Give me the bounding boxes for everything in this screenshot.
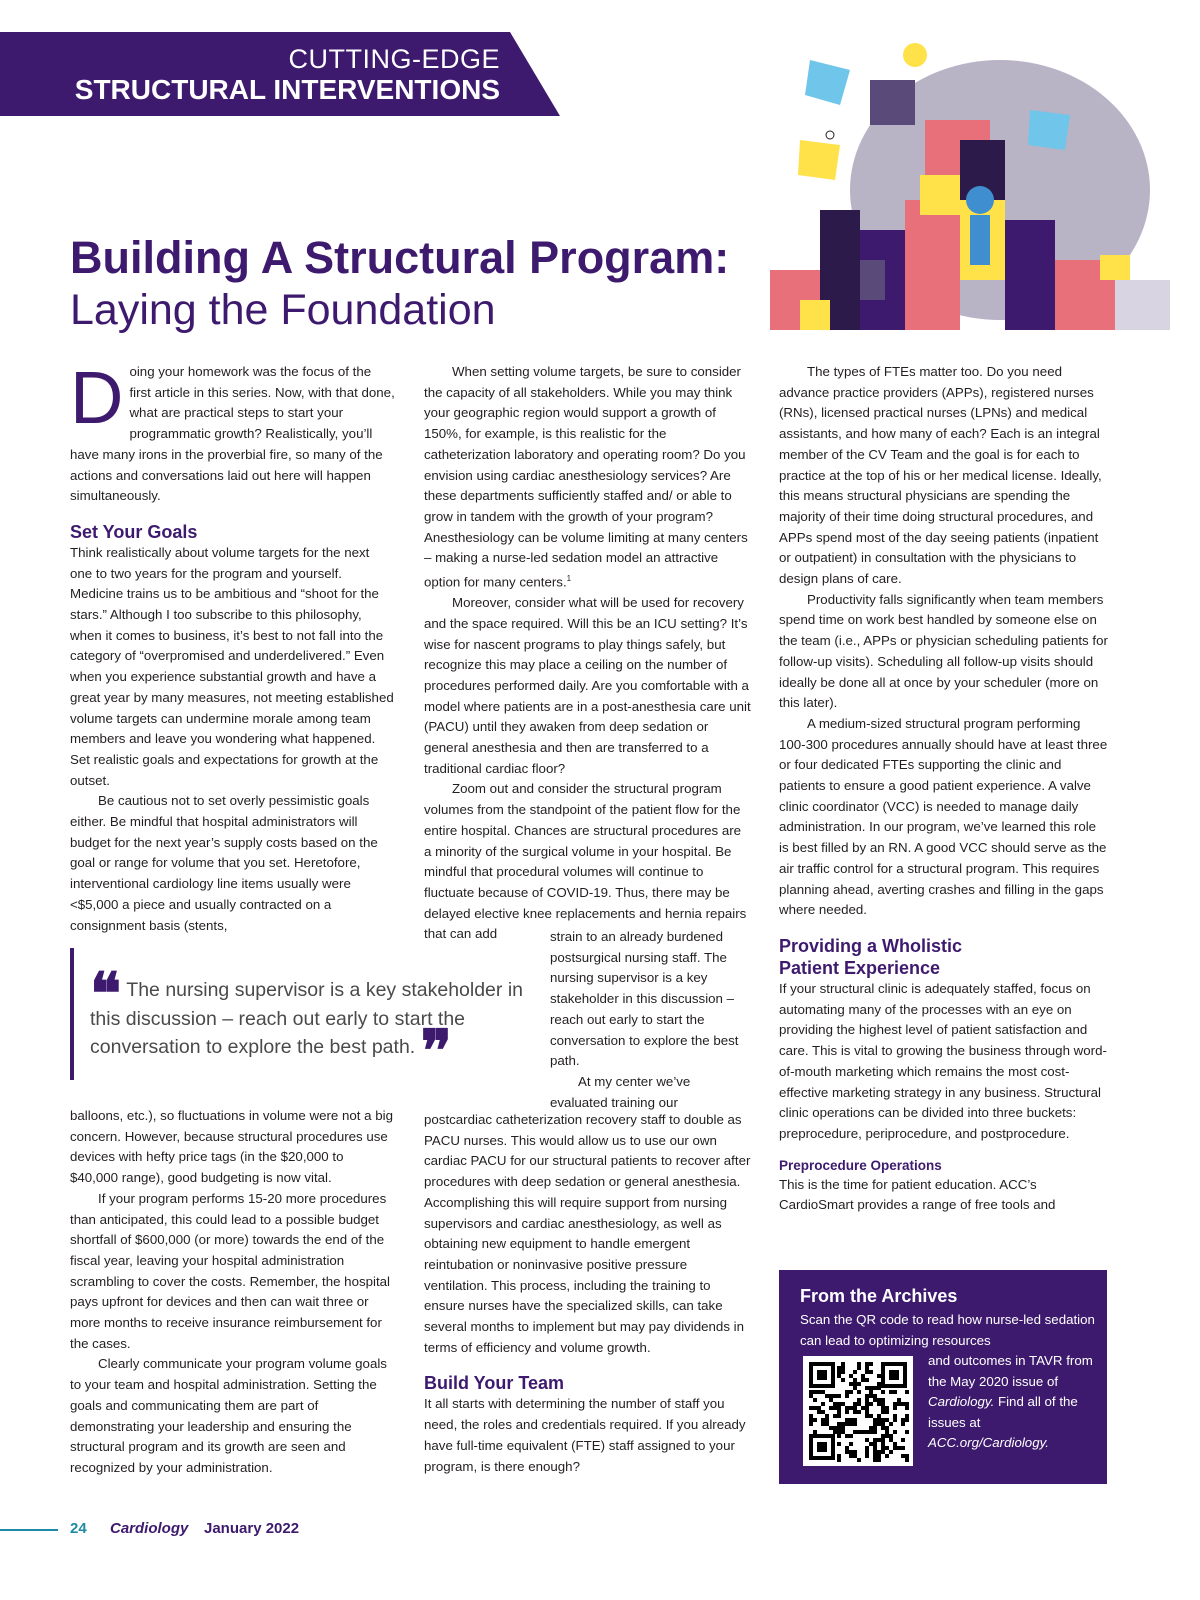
qr-module bbox=[825, 1394, 829, 1398]
qr-module bbox=[853, 1454, 857, 1458]
qr-module bbox=[877, 1418, 881, 1422]
qr-module bbox=[905, 1406, 909, 1410]
intro-paragraph: oing your homework was the focus of the first article in this series. Now, with that done, what are practical steps to start your programmatic growth? Realistically, you’ll have many irons in the proverbial fire, so many of the actions and conversations laid out here will happen simultaneously. bbox=[70, 364, 395, 504]
qr-module bbox=[873, 1446, 877, 1450]
qr-module bbox=[881, 1442, 885, 1446]
paragraph: This is the time for patient education. ACC’s CardioSmart provides a range of free tools and bbox=[779, 1176, 1056, 1213]
qr-module bbox=[877, 1374, 881, 1378]
block-pink-tall bbox=[905, 200, 960, 330]
qr-module bbox=[857, 1410, 861, 1414]
qr-module bbox=[853, 1370, 857, 1374]
qr-module bbox=[881, 1422, 885, 1426]
qr-module bbox=[873, 1458, 877, 1462]
block-yellow bbox=[920, 175, 960, 215]
qr-module bbox=[857, 1362, 861, 1366]
qr-module bbox=[813, 1430, 817, 1434]
qr-module bbox=[825, 1422, 829, 1426]
qr-module bbox=[837, 1422, 841, 1426]
archives-text-part: Find all of the issues at bbox=[928, 1394, 1078, 1430]
qr-module bbox=[889, 1390, 893, 1394]
qr-module bbox=[873, 1426, 877, 1430]
paragraph: The types of FTEs matter too. Do you need advance practice providers (APPs), registered nurses (RNs), licensed practical nurses (LPNs) and medical assistants, and how many of each? Each is an integral member of the CV Team and the goal is for each to practice at the top of his or her medical license. Ideally, this means structural physicians are spending the majority of their time doing structural procedures, and APPs spend most of the day seeing patients (inpatient or outpatient) in consultation with the physicians to design plans of care. bbox=[779, 364, 1102, 587]
qr-module bbox=[853, 1422, 857, 1426]
qr-module bbox=[809, 1418, 813, 1422]
qr-module bbox=[837, 1410, 841, 1414]
qr-module bbox=[893, 1406, 897, 1410]
qr-module bbox=[873, 1438, 877, 1442]
section-kicker-bold: STRUCTURAL INTERVENTIONS bbox=[74, 74, 500, 105]
qr-module bbox=[885, 1430, 889, 1434]
qr-module bbox=[869, 1362, 873, 1366]
qr-module bbox=[845, 1394, 849, 1398]
plant-pot2 bbox=[1100, 255, 1130, 280]
qr-module bbox=[893, 1430, 897, 1434]
qr-module bbox=[829, 1426, 833, 1430]
pullquote-rule bbox=[70, 948, 74, 1080]
qr-module bbox=[841, 1378, 845, 1382]
qr-module bbox=[905, 1458, 909, 1462]
qr-module bbox=[837, 1366, 841, 1370]
qr-module bbox=[901, 1454, 905, 1458]
qr-module bbox=[853, 1378, 857, 1382]
qr-module bbox=[849, 1442, 853, 1446]
qr-module bbox=[881, 1398, 885, 1402]
qr-module bbox=[853, 1402, 857, 1406]
bubble bbox=[826, 131, 834, 139]
person-head bbox=[966, 186, 994, 214]
qr-module bbox=[881, 1446, 885, 1450]
qr-code-graphic bbox=[803, 1356, 913, 1466]
qr-module bbox=[841, 1402, 845, 1406]
qr-module bbox=[893, 1390, 897, 1394]
qr-module bbox=[873, 1442, 877, 1446]
qr-module bbox=[825, 1418, 829, 1422]
pullquote bbox=[90, 962, 530, 1084]
qr-module bbox=[841, 1426, 845, 1430]
qr-module bbox=[845, 1390, 849, 1394]
qr-module bbox=[833, 1430, 837, 1434]
qr-module bbox=[873, 1430, 877, 1434]
qr-module bbox=[877, 1438, 881, 1442]
drop-cap: D bbox=[70, 356, 124, 439]
close-quote-icon: ❞ bbox=[420, 1019, 452, 1084]
qr-module bbox=[849, 1434, 853, 1438]
qr-module bbox=[865, 1398, 869, 1402]
qr-module bbox=[877, 1422, 881, 1426]
qr-module bbox=[869, 1430, 873, 1434]
person-kneeling bbox=[860, 260, 885, 300]
qr-module bbox=[825, 1414, 829, 1418]
qr-module bbox=[881, 1438, 885, 1442]
qr-module bbox=[845, 1410, 849, 1414]
paragraph: Moreover, consider what will be used for recovery and the space required. Will this be an ICU setting? It’s wise for nascent programs to play things safely, but recognize this may place a ceiling on the number of procedures performed daily. Are you comfortable with a model where patients are in a post-anesthesia care unit (PACU) until they awaken from deep sedation or general anesthesia and then are transferred to a traditional cardiac floor? bbox=[424, 595, 751, 776]
qr-module bbox=[877, 1382, 881, 1386]
qr-module bbox=[857, 1366, 861, 1370]
qr-module bbox=[865, 1370, 869, 1374]
qr-module bbox=[813, 1398, 817, 1402]
qr-module bbox=[821, 1390, 825, 1394]
qr-module bbox=[893, 1402, 897, 1406]
paper-yellow bbox=[798, 140, 840, 180]
qr-module bbox=[817, 1406, 821, 1410]
qr-module bbox=[881, 1406, 885, 1410]
paragraph: At my center we’ve evaluated training our bbox=[550, 1073, 691, 1110]
qr-module bbox=[885, 1418, 889, 1422]
paragraph: A medium-sized structural program performing 100-300 procedures annually should have at least three or four dedicated FTEs supporting the clinic and patients to ensure a good patient experience. A valve clinic coordinator (VCC) is needed to manage daily administration. In our program, we’ve learned this role is best filled by an RN. A good VCC should serve as the air traffic control for a structural program. This requires planning ahead, averting crashes and filling in the gaps where needed. bbox=[779, 715, 1108, 918]
qr-module bbox=[901, 1402, 905, 1406]
heading-preprocedure: Preprocedure Operations bbox=[779, 1157, 942, 1173]
qr-module bbox=[845, 1446, 849, 1450]
person-body bbox=[970, 215, 990, 265]
qr-module bbox=[869, 1390, 873, 1394]
qr-module bbox=[869, 1402, 873, 1406]
qr-module bbox=[853, 1450, 857, 1454]
qr-module bbox=[865, 1430, 869, 1434]
qr-module bbox=[865, 1406, 869, 1410]
qr-module bbox=[837, 1430, 841, 1434]
qr-module bbox=[865, 1394, 869, 1398]
qr-module bbox=[861, 1374, 865, 1378]
qr-module bbox=[869, 1426, 873, 1430]
qr-module bbox=[857, 1382, 861, 1386]
paragraph: strain to an already burdened postsurgical nursing staff. The nursing supervisor is a key stakeholder in this discussion – reach out early to start the conversation to explore the best path. bbox=[550, 929, 739, 1069]
qr-module bbox=[829, 1394, 833, 1398]
paragraph: postcardiac catheterization recovery staff to double as PACU nurses. This would allow us to use our own cardiac PACU for our structural patients to recover after procedures with deep sedation or general anesthesia. Accomplishing this will require support from nursing supervisors and cardiac anesthesiology, as well as obtaining new equipment to handle emergent reintubation or noninvasive positive pressure ventilation. This process, including the training to ensure nurses have the specialized skills, can take several months to implement but may pay dividends in terms of efficiency and volume growth. bbox=[424, 1112, 751, 1355]
paragraph: Think realistically about volume targets for the next one to two years for the program and yourself. Medicine trains us to be ambitious and “shoot for the stars.” Although I too subscribe to this philosophy, when it comes to business, it’s best to not fall into the category of “overpromised and underdelivered.” Even when you experience substantial growth and have a great year by many measures, not meeting established volume targets can undermine morale among team members and leave you wondering what happened. Set realistic goals and expectations for growth at the outset. bbox=[70, 544, 394, 788]
open-quote-icon: ❝ bbox=[90, 962, 122, 1027]
qr-module bbox=[841, 1422, 845, 1426]
qr-module bbox=[837, 1454, 841, 1458]
qr-module bbox=[877, 1402, 881, 1406]
qr-module bbox=[873, 1394, 877, 1398]
qr-module bbox=[889, 1434, 893, 1438]
qr-module bbox=[889, 1438, 893, 1442]
qr-module bbox=[905, 1418, 909, 1422]
column-2-top bbox=[424, 362, 752, 945]
heading-patient-experience-1: Providing a Wholistic bbox=[779, 935, 963, 956]
qr-module bbox=[873, 1418, 877, 1422]
paragraph: Clearly communicate your program volume goals to your team and hospital administration. Setting the goals and communicating them are part of demonstrating your leadership and ensuring the structural program and its growth are seen and recognized by your administration. bbox=[70, 1356, 387, 1475]
qr-module bbox=[869, 1414, 873, 1418]
column-2-narrow bbox=[550, 927, 750, 1113]
qr-module bbox=[857, 1398, 861, 1402]
qr-module bbox=[873, 1422, 877, 1426]
paragraph: If your program performs 15-20 more procedures than anticipated, this could lead to a possible budget shortfall of $600,000 (or more) towards the end of the fiscal year, leaving your hospital administration scrambling to cover the costs. Remember, the hospital pays upfront for devices and then can wait three or more months to receive insurance reimbursement for the cases. bbox=[70, 1190, 391, 1351]
qr-module bbox=[841, 1370, 845, 1374]
qr-module bbox=[881, 1402, 885, 1406]
paragraph-text: When setting volume targets, be sure to consider the capacity of all stakeholders. While you may think your geographic region would support a growth of 150%, for example, is this realistic for the catheterization laboratory and operating room? Do you envision using cardiac anesthesiology services? Are these departments sufficiently staffed and/ or able to grow in tandem with the growth of your program? Anesthesiology can be volume limiting at many centers – making a nurse-led sedation model an attractive option for many centers. bbox=[424, 364, 748, 590]
qr-module bbox=[865, 1450, 869, 1454]
qr-module bbox=[881, 1434, 885, 1438]
qr-module bbox=[813, 1390, 817, 1394]
qr-module bbox=[845, 1406, 849, 1410]
qr-module bbox=[869, 1370, 873, 1374]
qr-module bbox=[881, 1418, 885, 1422]
qr-module bbox=[889, 1450, 893, 1454]
qr-module bbox=[877, 1454, 881, 1458]
qr-module bbox=[809, 1422, 813, 1426]
qr-module bbox=[813, 1406, 817, 1410]
qr-module bbox=[809, 1394, 813, 1398]
column-3 bbox=[779, 362, 1109, 1216]
qr-module bbox=[897, 1398, 901, 1402]
lightbulb-icon bbox=[903, 43, 927, 67]
qr-module bbox=[893, 1418, 897, 1422]
qr-module bbox=[837, 1370, 841, 1374]
qr-module bbox=[853, 1410, 857, 1414]
qr-module bbox=[865, 1366, 869, 1370]
qr-module bbox=[809, 1390, 813, 1394]
qr-module bbox=[861, 1430, 865, 1434]
qr-module bbox=[845, 1434, 849, 1438]
qr-module bbox=[821, 1410, 825, 1414]
qr-module bbox=[833, 1426, 837, 1430]
qr-module bbox=[877, 1386, 881, 1390]
paragraph: Productivity falls significantly when team members spend time on work best handled by someone else on the team (i.e., APPs or physician scheduling patients for follow-up visits). Scheduling all follow-up visits should ideally be done all at once by your scheduler (more on this later). bbox=[779, 591, 1108, 711]
qr-module bbox=[809, 1414, 813, 1418]
qr-module bbox=[877, 1450, 881, 1454]
qr-module bbox=[849, 1418, 853, 1422]
qr-module bbox=[905, 1402, 909, 1406]
qr-module bbox=[857, 1430, 861, 1434]
qr-module bbox=[901, 1418, 905, 1422]
archives-magazine: Cardiology. bbox=[928, 1394, 995, 1409]
qr-module bbox=[817, 1390, 821, 1394]
qr-module bbox=[833, 1394, 837, 1398]
qr-module bbox=[893, 1442, 897, 1446]
heading-build-your-team: Build Your Team bbox=[424, 1373, 565, 1394]
paper-blue bbox=[805, 60, 850, 105]
qr-module bbox=[865, 1438, 869, 1442]
qr-module bbox=[849, 1390, 853, 1394]
qr-module bbox=[829, 1398, 833, 1402]
qr-module bbox=[885, 1406, 889, 1410]
qr-module bbox=[821, 1402, 825, 1406]
qr-module bbox=[869, 1442, 873, 1446]
qr-module bbox=[857, 1402, 861, 1406]
qr-module bbox=[833, 1402, 837, 1406]
qr-module bbox=[873, 1398, 877, 1402]
qr-module bbox=[849, 1422, 853, 1426]
qr-module bbox=[821, 1418, 825, 1422]
qr-module bbox=[905, 1414, 909, 1418]
qr-module bbox=[853, 1430, 857, 1434]
column-1-top bbox=[70, 356, 395, 936]
qr-module bbox=[885, 1410, 889, 1414]
qr-module bbox=[897, 1446, 901, 1450]
qr-module bbox=[901, 1422, 905, 1426]
qr-module bbox=[837, 1458, 841, 1462]
qr-module bbox=[865, 1386, 869, 1390]
paragraph: It all starts with determining the number of staff you need, the roles and credentials required. If you already have full-time equivalent (FTE) staff assigned to your program, is there enough? bbox=[424, 1396, 746, 1474]
pullquote-text: The nursing supervisor is a key stakeholder in this discussion – reach out early to start the conversation to explore the best path. bbox=[90, 979, 523, 1058]
qr-module bbox=[833, 1414, 837, 1418]
qr-module bbox=[849, 1406, 853, 1410]
qr-module bbox=[885, 1446, 889, 1450]
qr-module bbox=[853, 1382, 857, 1386]
qr-module bbox=[849, 1382, 853, 1386]
column-2-bottom bbox=[424, 1110, 752, 1477]
qr-module bbox=[869, 1386, 873, 1390]
plant-pot bbox=[800, 300, 830, 330]
qr-module bbox=[837, 1406, 841, 1410]
paragraph: Zoom out and consider the structural program volumes from the standpoint of the patient flow for the entire hospital. Chances are structural procedures are a minority of the surgical volume in your hospital. Be mindful that procedural volumes will continue to fluctuate because of COVID-19. Thus, there may be delayed elective knee replacements and hernia repairs that can add bbox=[424, 781, 747, 942]
qr-module bbox=[857, 1390, 861, 1394]
qr-module bbox=[865, 1454, 869, 1458]
qr-module bbox=[845, 1450, 849, 1454]
archives-text-2 bbox=[928, 1351, 1098, 1454]
article-title: Building A Structural Program: bbox=[70, 232, 730, 283]
qr-module bbox=[881, 1410, 885, 1414]
qr-module bbox=[837, 1414, 841, 1418]
qr-module bbox=[901, 1438, 905, 1442]
archives-title: From the Archives bbox=[800, 1286, 958, 1306]
qr-module bbox=[837, 1394, 841, 1398]
qr-module bbox=[881, 1450, 885, 1454]
qr-module bbox=[841, 1366, 845, 1370]
qr-module bbox=[865, 1410, 869, 1414]
paragraph: balloons, etc.), so fluctuations in volume were not a big concern. However, because structural procedures use devices with hefty price tags (in the $20,000 to $40,000 range), good budgeting is now vital. bbox=[70, 1108, 393, 1186]
block-floating bbox=[870, 80, 915, 125]
qr-module bbox=[881, 1426, 885, 1430]
qr-module bbox=[885, 1426, 889, 1430]
archives-link[interactable]: ACC.org/Cardiology. bbox=[928, 1435, 1049, 1450]
qr-module bbox=[857, 1458, 861, 1462]
qr-module bbox=[881, 1390, 885, 1394]
qr-module bbox=[865, 1446, 869, 1450]
qr-module bbox=[817, 1410, 821, 1414]
qr-module bbox=[849, 1454, 853, 1458]
qr-module bbox=[885, 1434, 889, 1438]
column-1-bottom bbox=[70, 1106, 395, 1479]
paragraph: Be cautious not to set overly pessimistic goals either. Be mindful that hospital administrators will budget for the next year’s supply costs based on the goal or range for volume that you set. Heretofore, interventional cardiology line items usually were <$5,000 a piece and usually contracted on a consignment basis (stents, bbox=[70, 793, 378, 933]
qr-module bbox=[873, 1450, 877, 1454]
qr-module bbox=[809, 1406, 813, 1410]
qr-module bbox=[837, 1374, 841, 1378]
qr-module bbox=[837, 1426, 841, 1430]
qr-module bbox=[893, 1446, 897, 1450]
paragraph bbox=[424, 362, 752, 593]
qr-module bbox=[865, 1378, 869, 1382]
qr-module bbox=[877, 1414, 881, 1418]
qr-module bbox=[861, 1378, 865, 1382]
qr-module bbox=[845, 1418, 849, 1422]
heading-patient-experience-2: Patient Experience bbox=[779, 957, 941, 978]
qr-module bbox=[905, 1430, 909, 1434]
qr-module bbox=[869, 1394, 873, 1398]
qr-module bbox=[837, 1442, 841, 1446]
team-building-illustration bbox=[770, 20, 1180, 350]
qr-module bbox=[853, 1406, 857, 1410]
archives-text-part: and outcomes in TAVR from the May 2020 issue of bbox=[928, 1353, 1093, 1389]
qr-module bbox=[865, 1362, 869, 1366]
block-purple2 bbox=[1005, 220, 1055, 330]
qr-module bbox=[905, 1390, 909, 1394]
qr-module bbox=[897, 1402, 901, 1406]
qr-module bbox=[877, 1458, 881, 1462]
qr-module bbox=[901, 1446, 905, 1450]
magazine-name: Cardiology bbox=[110, 1520, 189, 1537]
heading-set-your-goals: Set Your Goals bbox=[70, 521, 198, 542]
qr-module bbox=[849, 1374, 853, 1378]
footnote-ref: 1 bbox=[566, 574, 572, 584]
archives-text: Scan the QR code to read how nurse-led sedation can lead to optimizing resources bbox=[800, 1312, 1095, 1348]
qr-module bbox=[877, 1398, 881, 1402]
issue-date: January 2022 bbox=[204, 1520, 300, 1537]
qr-module bbox=[849, 1450, 853, 1454]
qr-module bbox=[853, 1418, 857, 1422]
footer-rule bbox=[0, 1529, 58, 1531]
qr-module bbox=[889, 1422, 893, 1426]
qr-module bbox=[841, 1430, 845, 1434]
qr-module bbox=[837, 1434, 841, 1438]
qr-module bbox=[873, 1454, 877, 1458]
section-kicker: CUTTING-EDGE bbox=[288, 44, 500, 74]
qr-module bbox=[861, 1406, 865, 1410]
qr-module bbox=[829, 1406, 833, 1410]
qr-module bbox=[885, 1454, 889, 1458]
qr-module bbox=[893, 1414, 897, 1418]
qr-module bbox=[905, 1454, 909, 1458]
block-light bbox=[1115, 280, 1170, 330]
qr-module bbox=[813, 1418, 817, 1422]
qr-module bbox=[865, 1402, 869, 1406]
qr-module bbox=[845, 1422, 849, 1426]
qr-module bbox=[873, 1386, 877, 1390]
qr-module bbox=[853, 1386, 857, 1390]
qr-module bbox=[821, 1422, 825, 1426]
paragraph: If your structural clinic is adequately staffed, focus on automating many of the processes with an eye on providing the highest level of patient satisfaction and care. This is vital to growing the business through word-of-mouth marketing which remains the most cost-effective marketing strategy in any business. Structural clinic operations can be divided into three buckets: preprocedure, periprocedure, and postprocedure. bbox=[779, 980, 1107, 1141]
qr-module bbox=[837, 1402, 841, 1406]
qr-module bbox=[841, 1362, 845, 1366]
page-number: 24 bbox=[70, 1520, 87, 1537]
article-subtitle: Laying the Foundation bbox=[70, 286, 496, 334]
qr-module bbox=[833, 1406, 837, 1410]
qr-code-icon[interactable] bbox=[803, 1356, 913, 1466]
qr-module bbox=[865, 1414, 869, 1418]
paper-blue2 bbox=[1028, 110, 1070, 150]
